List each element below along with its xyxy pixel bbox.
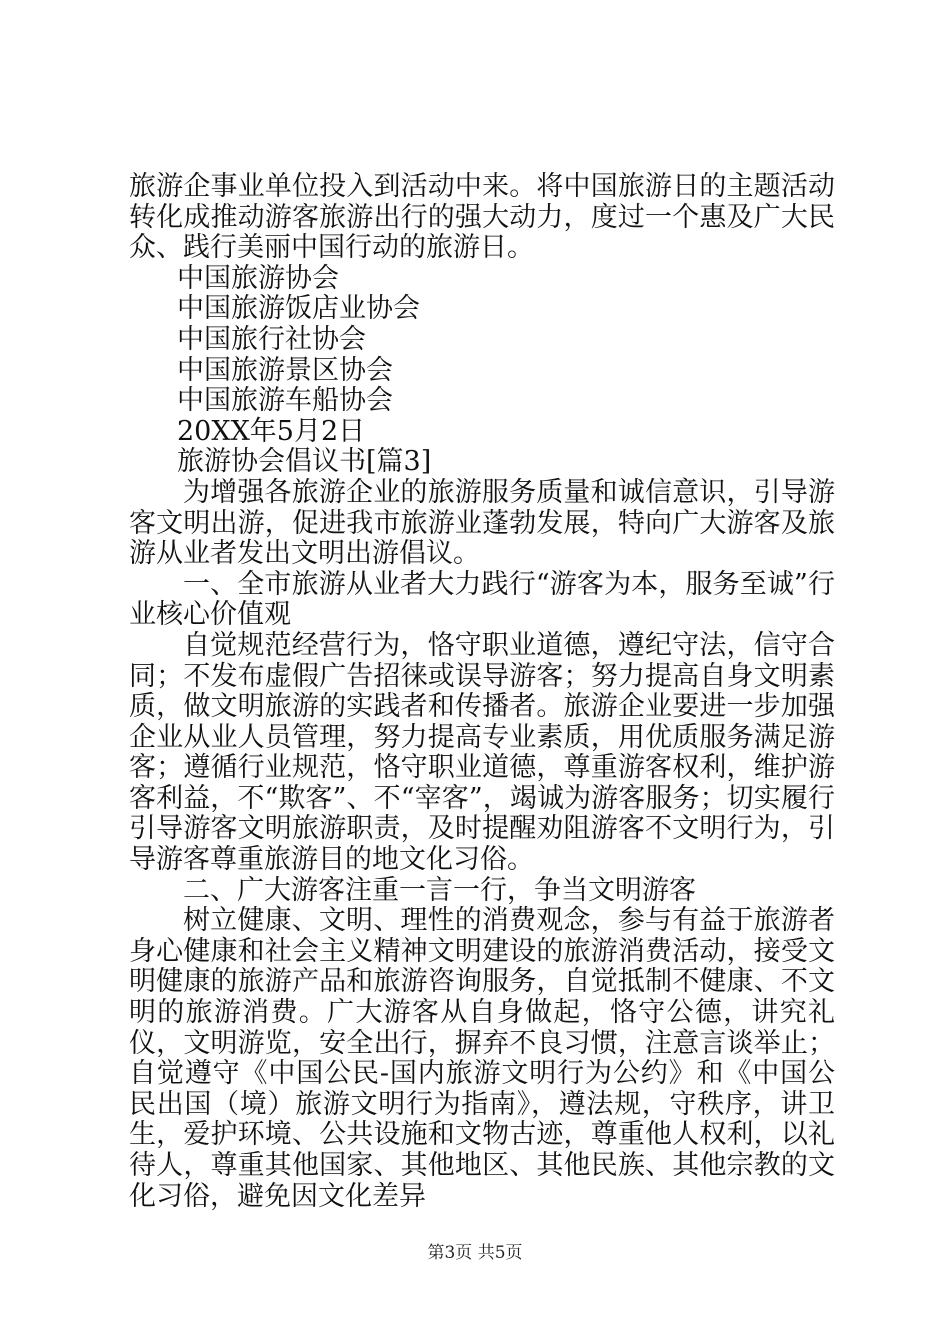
signature-line-3: 中国旅行社协会 [177, 323, 366, 355]
paragraph-continuation: 旅游企事业单位投入到活动中来。将中国旅游日的主题活动转化成推动游客旅游出行的强大动力，度过一个惠及广大民众、践行美丽中国行动的旅游日。 [129, 171, 835, 264]
paragraph-two: 树立健康、文明、理性的消费观念，参与有益于旅游者身心健康和社会主义精神文明建设的旅游消费活动，接受文明健康的旅游产品和旅游咨询服务，自觉抵制不健康、不文明的旅游消费。广大游客从自身做起，恪守公德，讲究礼仪，文明游览，安全出行，摒弃不良习惯，注意言谈举止；自觉遵守《中国公民-国内旅游文明行为公约》和《中国公民出国（境）旅游文明行为指南》，遵法规，守秩序，讲卫生，爱护环境、公共设施和文物古迹，尊重他人权利，以礼待人，尊重其他国家、其他地区、其他民族、其他宗教的文化习俗，避免因文化差异 [129, 905, 835, 1212]
signature-line-1: 中国旅游协会 [177, 262, 339, 294]
signature-line-2: 中国旅游饭店业协会 [177, 293, 420, 325]
heading-two: 二、广大游客注重一言一行，争当文明游客 [183, 874, 696, 906]
heading-one: 一、全市旅游从业者大力践行“游客为本，服务至诚”行业核心价值观 [129, 568, 835, 631]
date-line: 20XX年5月2日 [177, 415, 366, 447]
signature-line-4: 中国旅游景区协会 [177, 354, 393, 386]
document-body [129, 172, 835, 1212]
section-title: 旅游协会倡议书[篇3] [177, 446, 432, 478]
signature-line-5: 中国旅游车船协会 [177, 385, 393, 417]
intro-paragraph: 为增强各旅游企业的旅游服务质量和诚信意识，引导游客文明出游，促进我市旅游业蓬勃发展，特向广大游客及旅游从业者发出文明出游倡议。 [129, 476, 835, 570]
page-number-footer: 第3页 共5页 [427, 1243, 523, 1263]
paragraph-one: 自觉规范经营行为，恪守职业道德，遵纪守法，信守合同；不发布虚假广告招徕或误导游客；努力提高自身文明素质，做文明旅游的实践者和传播者。旅游企业要进一步加强企业从业人员管理，努力提高专业素质，用优质服务满足游客；遵循行业规范，恪守职业道德，尊重游客权利，维护游客利益，不“欺客”、不“宰客”，竭诚为游客服务；切实履行引导游客文明旅游职责，及时提醒劝阻游客不文明行为，引导游客尊重旅游目的地文化习俗。 [129, 629, 835, 876]
